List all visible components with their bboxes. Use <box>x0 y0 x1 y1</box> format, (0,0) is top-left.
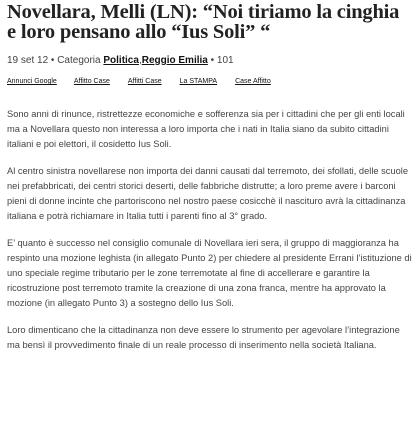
category-separator: , <box>138 55 142 66</box>
ad-link-affitto-case[interactable]: Affitto Case <box>73 78 110 85</box>
article-title: Novellara, Melli (LN): “Noi tiriamo la cinghia e loro pensano allo “Ius Soli” “ <box>7 1 400 43</box>
category-link-politica[interactable]: Politica <box>103 55 139 66</box>
google-ads-bar <box>7 77 412 86</box>
comment-count[interactable]: 101 <box>216 55 234 66</box>
article-meta <box>7 54 412 67</box>
ad-link-la-stampa[interactable]: La STAMPA <box>179 78 218 85</box>
ad-link-case-affitto[interactable]: Case Affitto <box>235 78 271 85</box>
comment-separator: • <box>207 55 217 66</box>
category-prefix: • Categoria <box>48 55 104 66</box>
article-paragraph-4: Loro dimenticano che la cittadinanza non deve essere lo strumento per agevolare l’integrazione ma bensì il provvedimento finale di un reale processo di inserimento nella società Italiana. <box>7 325 400 350</box>
article-paragraph-3: E’ quanto è successo nel consiglio comunale di Novellara ieri sera, il gruppo di maggioranza ha respinto una mozione leghista (in allegato Punto 2) per chiedere al presidente Errani l’istituzione di uno speciale regime tributario per le zone terremotate al fine di accellerare e garantire la ricostruzione post terremoto tramite la creazione di una zona franca, mentre ha approvato la mozione (in allegato Punto 3) a sostegno dello Ius Soli. <box>7 238 412 308</box>
article-date: 19 set 12 <box>7 55 49 66</box>
category-link-reggio-emilia[interactable]: Reggio Emilia <box>141 55 208 66</box>
article-paragraph-1: Sono anni di rinunce, ristrettezze economiche e sofferenza sia per i cittadini che per gli enti locali ma a Novellara questo non interessa a loro importa che i nati in Italia siano da subito cittadini italiani e poi elettori, il cosidetto Ius Soli. <box>7 109 405 149</box>
ads-label-link[interactable]: Annunci Google <box>7 78 57 85</box>
ad-link-affitti-case[interactable]: Affitti Case <box>127 78 162 85</box>
article-body <box>7 107 412 353</box>
article-paragraph-2: Al centro sinistra novellarese non importa dei danni causati dal terremoto, dei sfollati, delle scuole nei prefabbricati, dei centri storici deserti, delle fabbriche distrutte; a loro preme avere i barconi pieni di donne incinte che partoriscono nel nostro paese cosicchè il nascituro avrà la cittadinanza italiana e potrà richiamare in Italia tutti i parenti fino al 3° grado. <box>7 166 409 221</box>
